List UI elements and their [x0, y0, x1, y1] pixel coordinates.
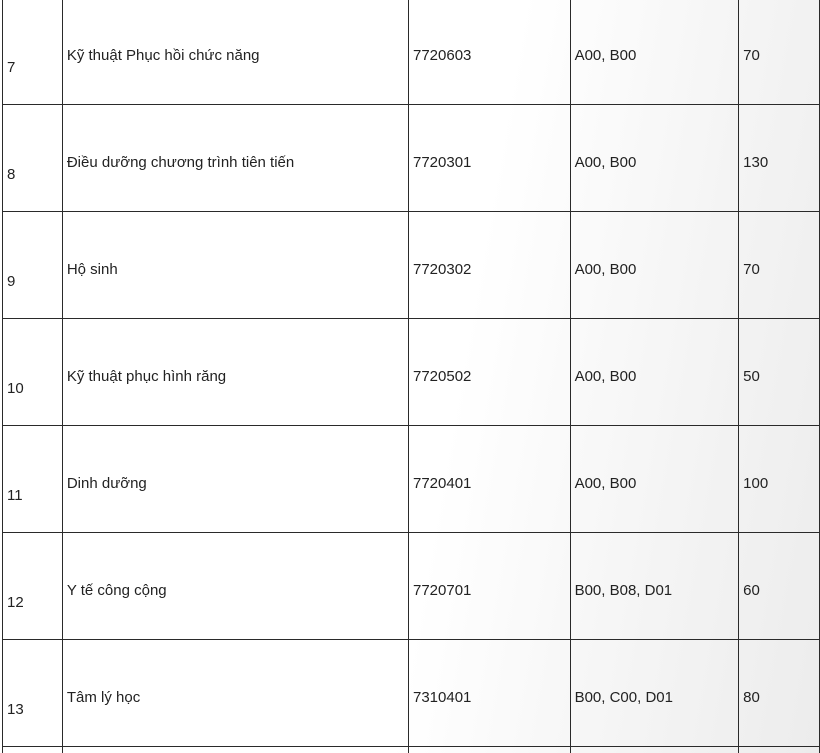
quota-cell	[739, 212, 820, 319]
row-number: 8	[7, 166, 16, 183]
table-row	[3, 319, 820, 426]
row-number-cell	[3, 319, 63, 426]
major-name: Kỹ thuật phục hình răng	[66, 368, 227, 385]
quota: 60	[743, 582, 760, 599]
subject-combos: A00, B00	[574, 261, 637, 278]
row-number: 10	[7, 380, 24, 397]
subject-combos-cell	[570, 426, 739, 533]
major-name-cell	[62, 640, 408, 747]
table-row	[3, 426, 820, 533]
major-code: 7310401	[412, 689, 472, 706]
quota-cell	[739, 319, 820, 426]
quota-cell	[739, 105, 820, 212]
row-number-cell	[3, 426, 63, 533]
major-name-cell	[62, 105, 408, 212]
major-name: Hộ sinh	[66, 261, 118, 278]
subject-combos-cell	[570, 212, 739, 319]
subject-combos: A00, B00	[574, 368, 637, 385]
subject-combos-cell	[570, 0, 739, 105]
table-row	[3, 0, 820, 105]
quota-cell	[739, 0, 820, 105]
major-name: Kỹ thuật Phục hồi chức năng	[66, 47, 260, 64]
major-code-cell	[408, 0, 570, 105]
major-code-cell	[408, 747, 570, 753]
major-code: 7720301	[412, 154, 472, 171]
row-number-cell	[3, 747, 63, 753]
table-row	[3, 212, 820, 319]
row-number-cell	[3, 0, 63, 105]
subject-combos-cell	[570, 105, 739, 212]
subject-combos: B00, B08, D01	[574, 582, 673, 599]
row-number: 9	[7, 273, 16, 290]
major-name-cell	[62, 319, 408, 426]
subject-combos: A00, B00	[574, 154, 637, 171]
major-code: 7720603	[412, 47, 472, 64]
quota: 130	[743, 154, 769, 171]
major-name-cell	[62, 426, 408, 533]
subject-combos: A00, B00	[574, 475, 637, 492]
row-number: 11	[7, 487, 23, 504]
major-name-cell	[62, 212, 408, 319]
quota: 70	[743, 47, 760, 64]
major-name-cell	[62, 747, 408, 753]
major-code: 7720302	[412, 261, 472, 278]
row-number: 12	[7, 594, 24, 611]
subject-combos: A00, B00	[574, 47, 637, 64]
row-number-cell	[3, 105, 63, 212]
quota: 50	[743, 368, 760, 385]
row-number-cell	[3, 640, 63, 747]
subject-combos: B00, C00, D01	[574, 689, 673, 706]
quota: 70	[743, 261, 760, 278]
major-name: Dinh dưỡng	[66, 475, 147, 492]
quota-cell	[739, 640, 820, 747]
table-row	[3, 533, 820, 640]
table-row-partial	[3, 747, 820, 753]
subject-combos-cell	[570, 533, 739, 640]
major-code: 7720502	[412, 368, 472, 385]
subject-combos-cell	[570, 640, 739, 747]
table-row	[3, 640, 820, 747]
major-name: Điều dưỡng chương trình tiên tiến	[66, 154, 295, 171]
subject-combos-cell	[570, 747, 739, 753]
major-code-cell	[408, 105, 570, 212]
row-number: 13	[7, 701, 24, 718]
row-number: 7	[7, 59, 16, 76]
row-number-cell	[3, 533, 63, 640]
major-code-cell	[408, 319, 570, 426]
row-number-cell	[3, 212, 63, 319]
major-name: Tâm lý học	[66, 689, 141, 706]
quota: 80	[743, 689, 760, 706]
major-code-cell	[408, 426, 570, 533]
subject-combos-cell	[570, 319, 739, 426]
major-name-cell	[62, 533, 408, 640]
major-code-cell	[408, 640, 570, 747]
major-code-cell	[408, 533, 570, 640]
major-name-cell	[62, 0, 408, 105]
quota-cell	[739, 533, 820, 640]
major-code: 7720701	[412, 582, 472, 599]
major-name: Y tế công cộng	[66, 582, 167, 599]
major-code: 7720401	[412, 475, 472, 492]
quota-cell	[739, 747, 820, 753]
major-code-cell	[408, 212, 570, 319]
admission-table	[2, 0, 820, 753]
table-row	[3, 105, 820, 212]
quota-cell	[739, 426, 820, 533]
quota: 100	[743, 475, 769, 492]
